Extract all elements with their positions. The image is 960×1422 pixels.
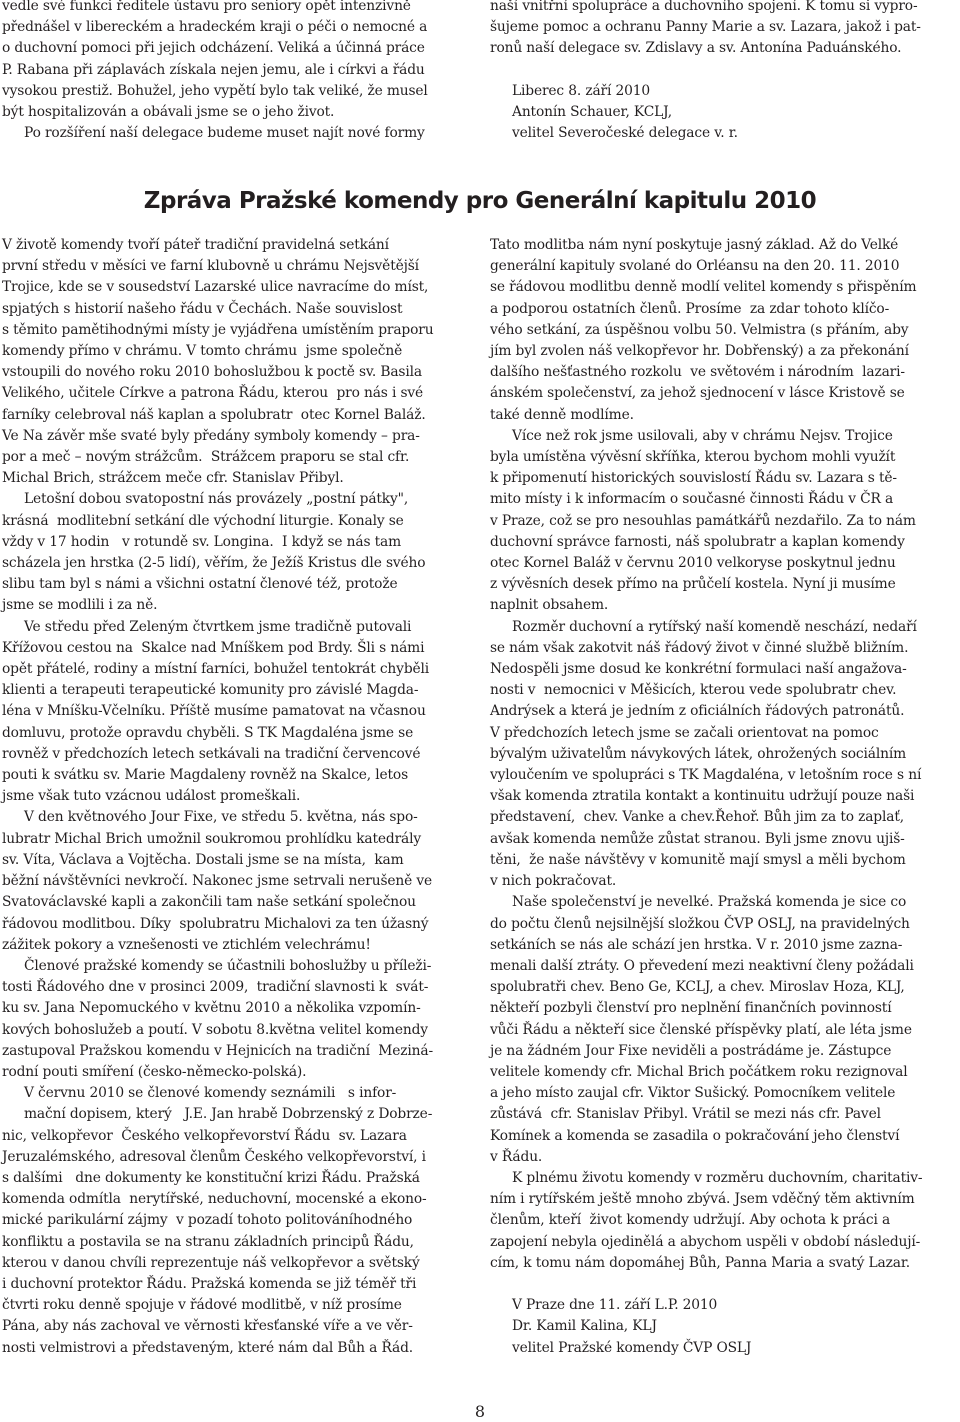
text-line: mační dopisem, který J.E. Jan hrabě Dobrzenský z Dobrze- xyxy=(24,1106,433,1123)
text-line: Po rozšíření naší delegace budeme muset najít nové formy xyxy=(24,125,425,142)
text-line: komenda odmítla nerytířské, neduchovní, mocenské a ekono- xyxy=(2,1191,427,1208)
text-line: konfliktu a postavila se na stranu základních principů Řádu, xyxy=(2,1233,414,1250)
text-line: Letošní dobou svatopostní nás provázely „postní pátky", xyxy=(24,491,409,508)
text-line: Svatováclavské kapli a zakončili tam naše setkání společnou xyxy=(2,894,416,911)
text-line: Michal Brich, strážcem meče cfr. Stanislav Přibyl. xyxy=(2,470,344,487)
text-line: Ve středu před Zeleným čtvrtkem jsme tradičně putovali xyxy=(24,618,412,635)
text-line: sv. Víta, Václava a Vojtěcha. Dostali jsme se na místa, kam xyxy=(2,851,404,868)
text-line: vždy v 17 hodin v rotundě sv. Longina. I když se nás tam xyxy=(2,533,402,550)
text-line: menali další ztráty. O převedení mezi neaktivní členy požádali xyxy=(490,957,914,974)
text-line: V den květnového Jour Fixe, ve středu 5. května, nás spo- xyxy=(24,809,418,826)
text-line: běžní návštěvníci nevkročí. Nakonec jsme setrvali nerušeně ve xyxy=(2,873,433,890)
text-line: je na žádném Jour Fixe neviděli a postrádáme je. Zástupce xyxy=(490,1042,892,1059)
text-line: být hospitalizován a obávali jsme se o jeho život. xyxy=(2,104,335,121)
text-line: přednášel v libereckém a hradeckém kraji o péči o nemocné a xyxy=(2,19,428,36)
text-line: do počtu členů nejsilnější složkou ČVP OSLJ, na pravidelných xyxy=(490,915,910,932)
text-line: jsme však tuto vzácnou událost promeškali. xyxy=(2,788,301,805)
text-line: Ve Na závěr mše svaté byly předány symboly komendy – pra- xyxy=(2,427,420,444)
text-line: lubratr Michal Brich umožnil soukromou prohlídku katedrály xyxy=(2,830,421,847)
text-line: nosti v nemocnici v Měšicích, kterou vede spolubratr chev. xyxy=(490,682,897,699)
text-line: domluvu, protože opravdu chyběli. S TK Magdaléna jsme se xyxy=(2,724,414,741)
text-line: k připomenutí historických souvislostí Řádu sv. Lazara s tě- xyxy=(490,470,897,487)
left-column xyxy=(2,235,472,1359)
text-line: byla umístěna vývěsní skříňka, kterou bychom mohli využít xyxy=(490,449,896,466)
right-column xyxy=(490,235,958,1359)
text-line: kových bohoslužeb a poutí. V sobotu 8.května velitel komendy xyxy=(2,1021,428,1038)
text-line: léna v Mníšku-Včelníku. Příště musíme pamatovat na včasnou xyxy=(2,703,426,720)
text-line: mické parikulární zájmy v pozadí tohoto politováníhodného xyxy=(2,1212,413,1229)
text-line: bývalým uživatelům návykových látek, ohrožených sociálním xyxy=(490,745,907,762)
text-line: krásná modlitební setkání dle východní liturgie. Konaly se xyxy=(2,512,404,529)
text-line: ním i rytířském ještě mnoho zbývá. Jsem vděčný těm aktivním xyxy=(490,1191,915,1208)
text-line: komendy přímo v chrámu. V tomto chrámu jsme společně xyxy=(2,343,403,360)
text-line: Členové pražské komendy se účastnili bohoslužby u příleži- xyxy=(24,957,432,974)
text-line: Andrýsek a která je jedním z oficiálních řádových patronátů. xyxy=(490,703,905,720)
text-line: nosti velmistrovi a představeným, které nám dal Bůh a Řád. xyxy=(2,1339,413,1356)
text-line: duchovní správce farnosti, náš spolubratr a kaplan komendy xyxy=(490,533,905,550)
text-line: P. Rabana při záplavách získala nejen jemu, ale i církvi a řádu xyxy=(2,61,425,78)
text-line: zážitek pokory a vznešenosti ve ztichlém velechrámu! xyxy=(2,936,371,953)
text-line: v Praze, což se pro nesouhlas památkářů nezdařilo. Za to nám xyxy=(490,512,916,529)
text-line: z vývěsních desek přímo na průčelí kostela. Nyní ji musíme xyxy=(490,576,896,593)
text-line: generální kapituly svolané do Orléansu na den 20. 11. 2010 xyxy=(490,258,900,275)
text-line: čtvrti roku denně spojuje v řádové modlitbě, v níž prosíme xyxy=(2,1297,402,1314)
text-line: také denně modlíme. xyxy=(490,406,634,423)
text-line: tosti Řádového dne v prosinci 2009, tradiční slavnosti k svát- xyxy=(2,979,429,996)
text-line: těni, že naše návštěvy v komunitě mají smysl a měli bychom xyxy=(490,851,906,868)
text-line: scházela jen hrstka (2-5 lidí), věřím, že Ježíš Kristus dle svého xyxy=(2,555,426,572)
text-line: V předchozích letech jsme se začali orientovat na pomoc xyxy=(490,724,879,741)
text-line: vého setkání, za úspěšnou volbu 50. Velmistra (s přáním, aby xyxy=(490,321,909,338)
text-line: nic, velkopřevor Českého velkopřevorství Řádu sv. Lazara xyxy=(2,1127,407,1144)
text-line: a jeho místo zaujal cfr. Viktor Sušický. Pomocníkem velitele xyxy=(490,1085,896,1102)
text-line: Rozměr duchovní a rytířský naší komendě neschází, nedaří xyxy=(512,618,917,635)
text-line: vyloučením ve spolupráci s TK Magdaléna, v letošním roce s ní xyxy=(490,767,922,784)
text-line: Tato modlitba nám nyní poskytuje jasný základ. Až do Velké xyxy=(490,237,899,253)
text-line: však komenda ztratila kontakt a kontinuitu udržují pouze naši xyxy=(490,788,915,805)
text-line: ánském společenství, za jehož sjednocení v lásce Kristově se xyxy=(490,385,905,402)
text-line: se nám však zakotvit náš řádový život v činné službě bližním. xyxy=(490,639,909,656)
text-line: vůči Řádu a někteří sice členské příspěvky platí, ale léta jsme xyxy=(490,1021,912,1038)
text-line: Naše společenství je nevelké. Pražská komenda je sice co xyxy=(512,894,907,911)
text-line: jsme se modlili i za ně. xyxy=(2,597,158,614)
text-line: klienti a terapeuti terapeutické komunity pro závislé Magda- xyxy=(2,682,419,699)
text-line: Jeruzalémského, adresoval členům Českého velkopřevorství, i xyxy=(2,1148,426,1165)
page-number: 8 xyxy=(474,1402,486,1421)
text-line: v Řádu. xyxy=(490,1148,543,1165)
text-line: členům, kteří život komendy udržují. Aby ochota k práci a xyxy=(490,1212,891,1229)
signature-name: Antonín Schauer, KCLJ, xyxy=(512,104,672,121)
text-line: avšak komenda nemůže zůstat stranou. Byli jsme znovu ujiš- xyxy=(490,830,905,847)
text-line: spjatých s historií našeho řádu v Čechách. Naše souvislost xyxy=(2,300,403,317)
blank-line xyxy=(490,60,958,81)
text-line: zastupoval Pražskou komendu v Hejnicích na tradiční Meziná- xyxy=(2,1042,433,1059)
text-line: rovněž v předchozích letech setkávali na tradiční červencové xyxy=(2,745,421,762)
text-line: mito místy i k informacím o současné činnosti Řádu v ČR a xyxy=(490,491,894,508)
top-left-column xyxy=(2,0,472,144)
text-line: kterou v danou chvíli reprezentuje náš velkopřevor a světský xyxy=(2,1254,420,1271)
text-line: zapojení nebyla ojedinělá a abychom uspěli v období následují- xyxy=(490,1233,921,1250)
text-line: naplnit obsahem. xyxy=(490,597,609,614)
text-line: řádovou modlitbou. Díky spolubratru Michalovi za ten úžasný xyxy=(2,915,429,932)
text-line: vysokou prestiž. Bohužel, jeho vypětí bylo tak veliké, že musel xyxy=(2,82,428,99)
text-line: opět přátelé, rodiny a místní farníci, bohužel tentokrát chyběli xyxy=(2,661,430,678)
text-line: šujeme pomoc a ochranu Panny Marie a sv. Lazara, jakož i pat- xyxy=(490,19,921,36)
text-line: se řádovou modlitbu denně modlí velitel komendy s přispěním xyxy=(490,279,917,296)
signature-place-date: V Praze dne 11. září L.P. 2010 xyxy=(512,1297,718,1314)
text-line: představení, chev. Vanke a chev.Řehoř. Bůh jim za to zaplať, xyxy=(490,809,904,826)
text-line: vstoupili do nového roku 2010 bohoslužbou k poctě sv. Basila xyxy=(2,364,422,381)
text-line: Křížovou cestou na Skalce nad Mníškem pod Brdy. Šli s námi xyxy=(2,639,425,656)
text-line: první středu v měsíci ve farní klubovně u chrámu Nejsvětější xyxy=(2,258,419,275)
article-title: Zpráva Pražské komendy pro Generální kapitulu 2010 xyxy=(143,188,817,214)
text-line: a podporou ostatních členů. Prosíme za zdar tohoto klíčo- xyxy=(490,300,890,317)
text-line: V životě komendy tvoří páteř tradiční pravidelná setkání xyxy=(2,237,389,253)
text-line: rodní pouti smíření (česko-německo-polská). xyxy=(2,1063,307,1080)
signature-role: velitel Severočeské delegace v. r. xyxy=(512,125,738,142)
text-line: Nedospěli jsme dosud ke konkrétní formulaci naší angažova- xyxy=(490,661,907,678)
text-line: K plnému životu komendy v rozměru duchovním, charitativ- xyxy=(512,1169,923,1186)
top-right-column xyxy=(490,0,958,144)
text-line: někteří pozbyli členství pro neplnění finančních povinností xyxy=(490,1000,892,1017)
text-line: pouti k svátku sv. Marie Magdaleny rovněž na Skalce, letos xyxy=(2,767,409,784)
text-line: por a meč – novým strážcům. Strážcem praporu se stal cfr. xyxy=(2,449,410,466)
text-line: otec Kornel Baláž v červnu 2010 velkoryse poskytnul jednu xyxy=(490,555,896,572)
text-line: Pána, aby nás zachoval ve věrnosti křesťanské víře a ve věr- xyxy=(2,1318,413,1335)
text-line: velitele komendy cfr. Michal Brich počátkem roku rezignoval xyxy=(490,1063,908,1080)
text-line: Více než rok jsme usilovali, aby v chrámu Nejsv. Trojice xyxy=(512,427,893,444)
signature-place-date: Liberec 8. září 2010 xyxy=(512,82,650,99)
text-line: spolubratři chev. Beno Ge, KCLJ, a chev. Miroslav Hoza, KLJ, xyxy=(490,979,905,996)
text-line: s dalšími dne dokumenty ke konstituční krizi Řádu. Pražská xyxy=(2,1169,420,1186)
text-line: dalšího nešťastného rozkolu ve světovém i národním lazari- xyxy=(490,364,905,381)
text-line: Komínek a komenda se zasadila o pokračování jeho členství xyxy=(490,1127,900,1144)
text-line: farníky celebroval náš kaplan a spolubratr otec Kornel Baláž. xyxy=(2,406,426,423)
text-line: o duchovní pomoci při jejich odcházení. Veliká a účinná práce xyxy=(2,40,425,57)
text-line: slibu tam byl s námi a všichni ostatní členové též, protože xyxy=(2,576,398,593)
text-line: V červnu 2010 se členové komendy seznámili s infor- xyxy=(24,1085,397,1102)
text-line: ku sv. Jana Nepomuckého v květnu 2010 a několika vzpomín- xyxy=(2,1000,421,1017)
signature-name: Dr. Kamil Kalina, KLJ xyxy=(512,1318,657,1335)
text-line: vedle své funkci ředitele ústavu pro seniory opět intenzivně xyxy=(2,0,411,14)
text-line: v nich pokračovat. xyxy=(490,873,617,890)
text-line: Velikého, učitele Církve a patrona Řádu, kterou pro nás i své xyxy=(2,385,424,402)
text-line: cím, k tomu nám dopomáhej Bůh, Panna Maria a svatý Lazar. xyxy=(490,1254,910,1271)
text-line: s těmito pamětihodnými místy je vyjádřena umístěním praporu xyxy=(2,321,434,338)
text-line: ronů naší delegace sv. Zdislavy a sv. Antonína Paduánského. xyxy=(490,40,902,57)
signature-role: velitel Pražské komendy ČVP OSLJ xyxy=(512,1339,752,1356)
text-line: i duchovní protektor Řádu. Pražská komenda se již téměř tři xyxy=(2,1275,417,1292)
text-line: jím byl zvolen náš velkopřevor hr. Dobřenský) a za překonání xyxy=(490,343,909,360)
text-line: setkáních se nás ale schází jen hrstka. V r. 2010 jsme zazna- xyxy=(490,936,903,953)
text-line: naší vnitřní spolupráce a duchovního spojení. K tomu si vypro- xyxy=(490,0,918,14)
blank-line xyxy=(490,1274,958,1295)
text-line: zůstává cfr. Stanislav Přibyl. Vrátil se mezi nás cfr. Pavel xyxy=(490,1106,881,1123)
text-line: Trojice, kde se v sousedství Lazarské ulice navracíme do míst, xyxy=(2,279,429,296)
